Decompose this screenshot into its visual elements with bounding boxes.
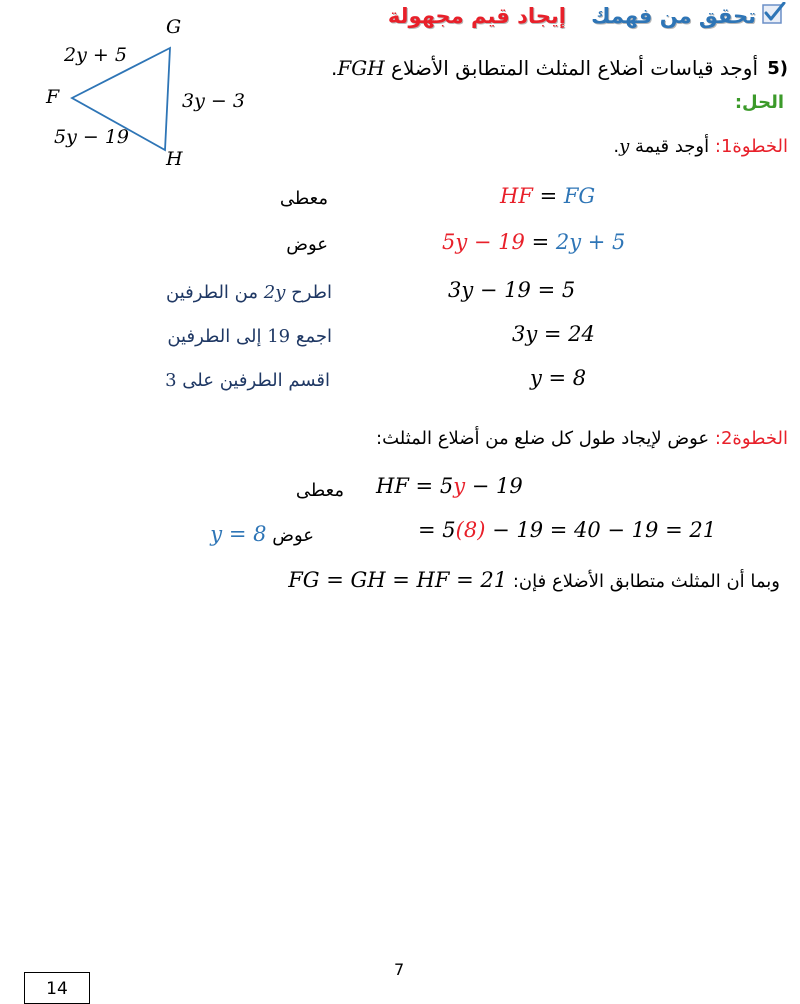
vertex-f-label: F — [46, 86, 60, 108]
solution-label: الحل: — [734, 92, 784, 113]
side-fg-label: 2y + 5 — [64, 44, 127, 66]
header-subtitle: إيجاد قيم مجهولة — [387, 4, 566, 28]
vertex-g-label: G — [166, 16, 182, 38]
step2-eq-2: = 5(8) − 19 = 40 − 19 = 21 — [418, 518, 717, 542]
step1-reason-2: عوض — [286, 234, 328, 255]
step1-eq-4: 3y = 24 — [512, 322, 595, 346]
step1-eq-1: HF = FG — [500, 184, 596, 208]
step2-reason-1: معطى — [295, 480, 344, 501]
checkbox-check-icon — [762, 2, 786, 24]
page-number: 7 — [394, 960, 405, 979]
side-fh-label: 5y − 19 — [54, 126, 129, 148]
step2-reason-2: عوض y = 8 — [210, 522, 314, 546]
page-number-box: 14 — [24, 972, 90, 1004]
step1-reason-1: معطى — [279, 188, 328, 209]
vertex-h-label: H — [166, 148, 183, 170]
step1-reason-5: اقسم الطرفين على 3 — [165, 370, 330, 391]
step1-heading: الخطوة1: أوجد قيمة y. — [613, 136, 788, 157]
question-text: أوجد قياسات أضلاع المثلث المتطابق الأضلاع FGH. — [331, 56, 758, 80]
step2-heading: الخطوة2: عوض لإيجاد طول كل ضلع من أضلاع المثلث: — [376, 428, 788, 449]
step1-reason-4: اجمع 19 إلى الطرفين — [167, 326, 332, 347]
step1-reason-3: اطرح 2y من الطرفين — [166, 282, 332, 303]
step1-eq-5: y = 8 — [530, 366, 587, 390]
question-number: 5) — [767, 58, 788, 79]
step1-eq-2: 5y − 19 = 2y + 5 — [442, 230, 626, 254]
triangle-name: FGH — [337, 56, 385, 80]
header-title: تحقق من فهمك — [591, 4, 756, 28]
side-gh-label: 3y − 3 — [182, 90, 245, 112]
conclusion: وبما أن المثلث متطابق الأضلاع فإن: FG = GH = HF = 21 — [288, 568, 780, 592]
step2-eq-1: HF = 5y − 19 — [376, 474, 523, 498]
step1-eq-3: 3y − 19 = 5 — [448, 278, 576, 302]
